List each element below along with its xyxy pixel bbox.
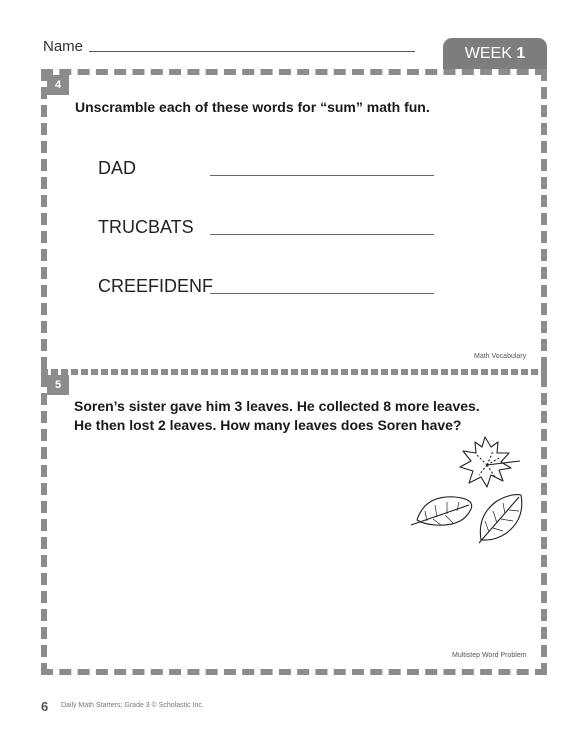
name-label: Name	[43, 38, 84, 55]
week-label: WEEK	[464, 45, 512, 62]
answer-line-3	[210, 293, 434, 294]
scrambled-word-1: DAD	[98, 158, 137, 178]
problem-5-number: 5	[47, 375, 69, 395]
left-leaf-icon	[411, 497, 472, 525]
week-number: 1	[516, 45, 526, 62]
problem-5-category: Multistep Word Problem	[452, 652, 527, 659]
right-leaf-icon	[479, 495, 522, 543]
scrambled-word-3: CREEFIDENF	[98, 276, 214, 296]
answer-line-2	[210, 234, 434, 235]
problem-4-prompt: Unscramble each of these words for “sum” math fun.	[75, 99, 430, 115]
problem-5-prompt-line-1: Soren’s sister gave him 3 leaves. He collected 8 more leaves.	[74, 398, 480, 414]
problem-5-prompt-line-2: He then lost 2 leaves. How many leaves does Soren have?	[74, 417, 462, 433]
maple-leaf-icon	[460, 437, 520, 487]
scrambled-word-2: TRUCBATS	[98, 217, 194, 237]
problem-4-number: 4	[47, 75, 69, 95]
section-divider	[41, 369, 547, 375]
leaves-icon	[405, 425, 535, 545]
name-line	[89, 51, 415, 52]
answer-line-1	[210, 175, 434, 176]
name-row	[43, 38, 423, 58]
week-tab	[443, 38, 547, 70]
problem-4-category: Math Vocabulary	[474, 353, 527, 360]
page-number: 6	[41, 699, 49, 714]
footer-credit: Daily Math Starters: Grade 3 © Scholastic Inc.	[61, 702, 204, 709]
